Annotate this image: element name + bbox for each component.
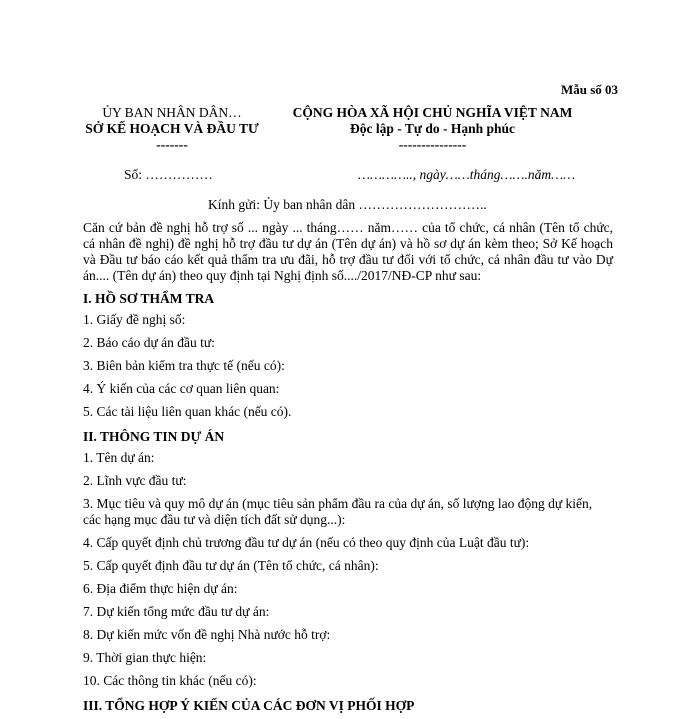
list-item: 5. Cấp quyết định đầu tư dự án (Tên tổ chức, cá nhân): <box>83 558 379 573</box>
section-heading-coordination: III. TỔNG HỢP Ý KIẾN CỦA CÁC ĐƠN VỊ PHỐI HỢP <box>83 698 415 713</box>
header-left-divider: ------- <box>156 137 188 152</box>
list-item: 2. Lĩnh vực đầu tư: <box>83 473 187 488</box>
list-item: 1. Tên dự án: <box>83 450 155 465</box>
country-name: CỘNG HÒA XÃ HỘI CHỦ NGHĨA VIỆT NAM <box>292 105 573 120</box>
list-item: 1. Giấy đề nghị số: <box>83 312 186 327</box>
list-item: 8. Dự kiến mức vốn đề nghị Nhà nước hỗ trợ: <box>83 627 331 642</box>
national-motto: Độc lập - Tự do - Hạnh phúc <box>349 121 516 136</box>
list-item: 7. Dự kiến tổng mức đầu tư dự án: <box>83 604 270 619</box>
list-item: 3. Mục tiêu và quy mô dự án (mục tiêu sản phẩm đầu ra của dự án, số lượng lao động dự kiến, các hạng mục đầu tư và diện tích đất sử dụng...): <box>83 496 593 527</box>
header-right-divider: --------------- <box>398 137 467 152</box>
document-body <box>83 220 613 719</box>
list-item: 2. Báo cáo dự án đầu tư: <box>83 335 215 350</box>
issuing-authority-header <box>72 105 272 153</box>
section-heading-project-info: II. THÔNG TIN DỰ ÁN <box>83 429 225 444</box>
intro-paragraph: Căn cứ bản đề nghị hỗ trợ số ... ngày ... tháng…… năm…… của tổ chức, cá nhân (Tên tổ chức, cá nhân đề nghị) đề nghị hỗ trợ đầu tư dự án (Tên dự án) và hồ sơ dự án kèm theo; Sở Kế hoạch và Đầu tư báo cáo kết quả thẩm tra ưu đãi, hỗ trợ đầu tư đối với tổ chức, cá nhân đầu tư vào Dự án.... (Tên dự án) theo quy định tại Nghị định số..../2017/NĐ-CP như sau: <box>83 220 613 283</box>
recipient-line: Kính gửi: Ủy ban nhân dân ……………………….. <box>208 197 487 212</box>
document-number: Số: …………… <box>124 167 213 182</box>
form-number: Mẫu số 03 <box>560 82 618 97</box>
list-item: 5. Các tài liệu liên quan khác (nếu có). <box>83 404 292 419</box>
list-item: 3. Biên bản kiểm tra thực tế (nếu có): <box>83 358 285 373</box>
section-heading-documents: I. HỒ SƠ THẨM TRA <box>83 291 215 306</box>
list-item: 6. Địa điểm thực hiện dự án: <box>83 581 238 596</box>
list-item: 9. Thời gian thực hiện: <box>83 650 207 665</box>
list-item: 4. Cấp quyết định chủ trương đầu tư dự án (nếu có theo quy định của Luật đầu tư): <box>83 535 530 550</box>
national-header <box>265 105 600 153</box>
list-item: 4. Ý kiến của các cơ quan liên quan: <box>83 381 280 396</box>
authority-name: ỦY BAN NHÂN DÂN… <box>102 105 242 120</box>
list-item: 10. Các thông tin khác (nếu có): <box>83 673 257 688</box>
document-date: ………….., ngày……tháng…….năm…… <box>358 167 576 182</box>
department-name: SỞ KẾ HOẠCH VÀ ĐẦU TƯ <box>85 121 259 136</box>
